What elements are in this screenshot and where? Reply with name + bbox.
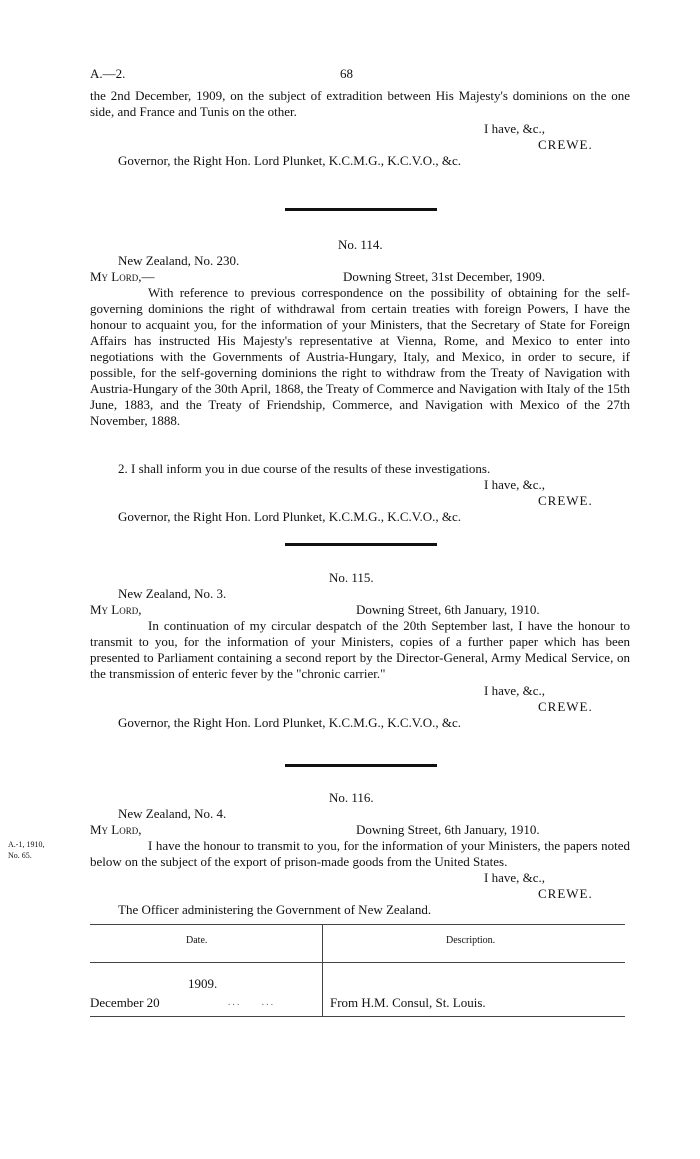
table-bottom-rule [90,1016,625,1017]
letter-number: No. 116. [329,790,374,805]
letter-close: I have, &c., [484,870,546,885]
intro-signature: CREWE. [538,137,593,152]
table-top-rule [90,924,625,925]
letter-salutation: My Lord, [90,822,142,837]
letter-place-date: Downing Street, 6th January, 1910. [356,602,540,617]
table-header-description: Description. [446,935,496,946]
letter-salutation: My Lord,— [90,269,155,284]
letter-nz-ref: New Zealand, No. 230. [118,253,240,268]
intro-addressee: Governor, the Right Hon. Lord Plunket, K.C.M.G., K.C.V.O., &c. [118,153,462,168]
section-rule [285,764,437,767]
section-rule [285,208,437,211]
intro-paragraph: the 2nd December, 1909, on the subject of extradition between His Majesty's dominions on the one side, and France and Tunis on the other. [90,88,630,119]
table-header-date: Date. [186,935,208,946]
letter-nz-ref: New Zealand, No. 4. [118,806,227,821]
table-header-rule [90,962,625,963]
table-year: 1909. [188,976,218,991]
table-row-description: From H.M. Consul, St. Louis. [330,995,486,1010]
letter-body-2: 2. I shall inform you in due course of the results of these investigations. [118,461,491,476]
letter-salutation: My Lord, [90,602,142,617]
table-row-date: December 20 [90,995,160,1010]
letter-signature: CREWE. [538,493,593,508]
margin-note-ref: No. 65. [8,851,32,860]
page-number: 68 [340,66,353,81]
letter-nz-ref: New Zealand, No. 3. [118,586,227,601]
letter-close: I have, &c., [484,683,546,698]
letter-number: No. 115. [329,570,374,585]
letter-body: With reference to previous correspondence on the possibility of obtaining for the self-governing dominions the right of withdrawal from certain treaties with foreign Powers, I have the honour to acquaint you, for the information of your Ministers, that the Secretary of State for Foreign Affairs has instructed His Majesty's representative at Vienna, Rome, and Mexico to enter into negotiations with the Governments of Austria-Hungary, Italy, and Mexico, in order to secure, if possible, for the self-governing dominions the right to withdraw from the Treaty of Navigation with Austria-Hungary of the 30th April, 1868, the Treaty of Commerce and Navigation with Italy of the 15th June, 1883, and the Treaty of Friendship, Commerce, and Navigation with Mexico of the 27th November, 1888. [90,285,630,428]
section-rule [285,543,437,546]
margin-note-ref: A.-1, 1910, [8,840,45,849]
letter-close: I have, &c., [484,477,546,492]
letter-signature: CREWE. [538,699,593,714]
letter-place-date: Downing Street, 31st December, 1909. [343,269,546,284]
table-row-leader: . . . . . . [228,997,273,1007]
letter-addressee: The Officer administering the Government of New Zealand. [118,902,432,917]
page-ref: A.—2. [90,66,126,81]
table-column-rule [322,924,323,1016]
letter-signature: CREWE. [538,886,593,901]
letter-body: In continuation of my circular despatch of the 20th September last, I have the honour to transmit to you, for the information of your Ministers, copies of a further paper which has been presented to Parliament containing a second report by the Director-General, Army Medical Service, on the transmission of enteric fever by the "chronic carrier." [90,618,630,681]
letter-body: I have the honour to transmit to you, for the information of your Ministers, the papers noted below on the subject of the export of prison-made goods from the United States. [90,838,630,869]
letter-addressee: Governor, the Right Hon. Lord Plunket, K.C.M.G., K.C.V.O., &c. [118,509,462,524]
letter-number: No. 114. [338,237,383,252]
letter-addressee: Governor, the Right Hon. Lord Plunket, K.C.M.G., K.C.V.O., &c. [118,715,462,730]
intro-close: I have, &c., [484,121,546,136]
letter-place-date: Downing Street, 6th January, 1910. [356,822,540,837]
